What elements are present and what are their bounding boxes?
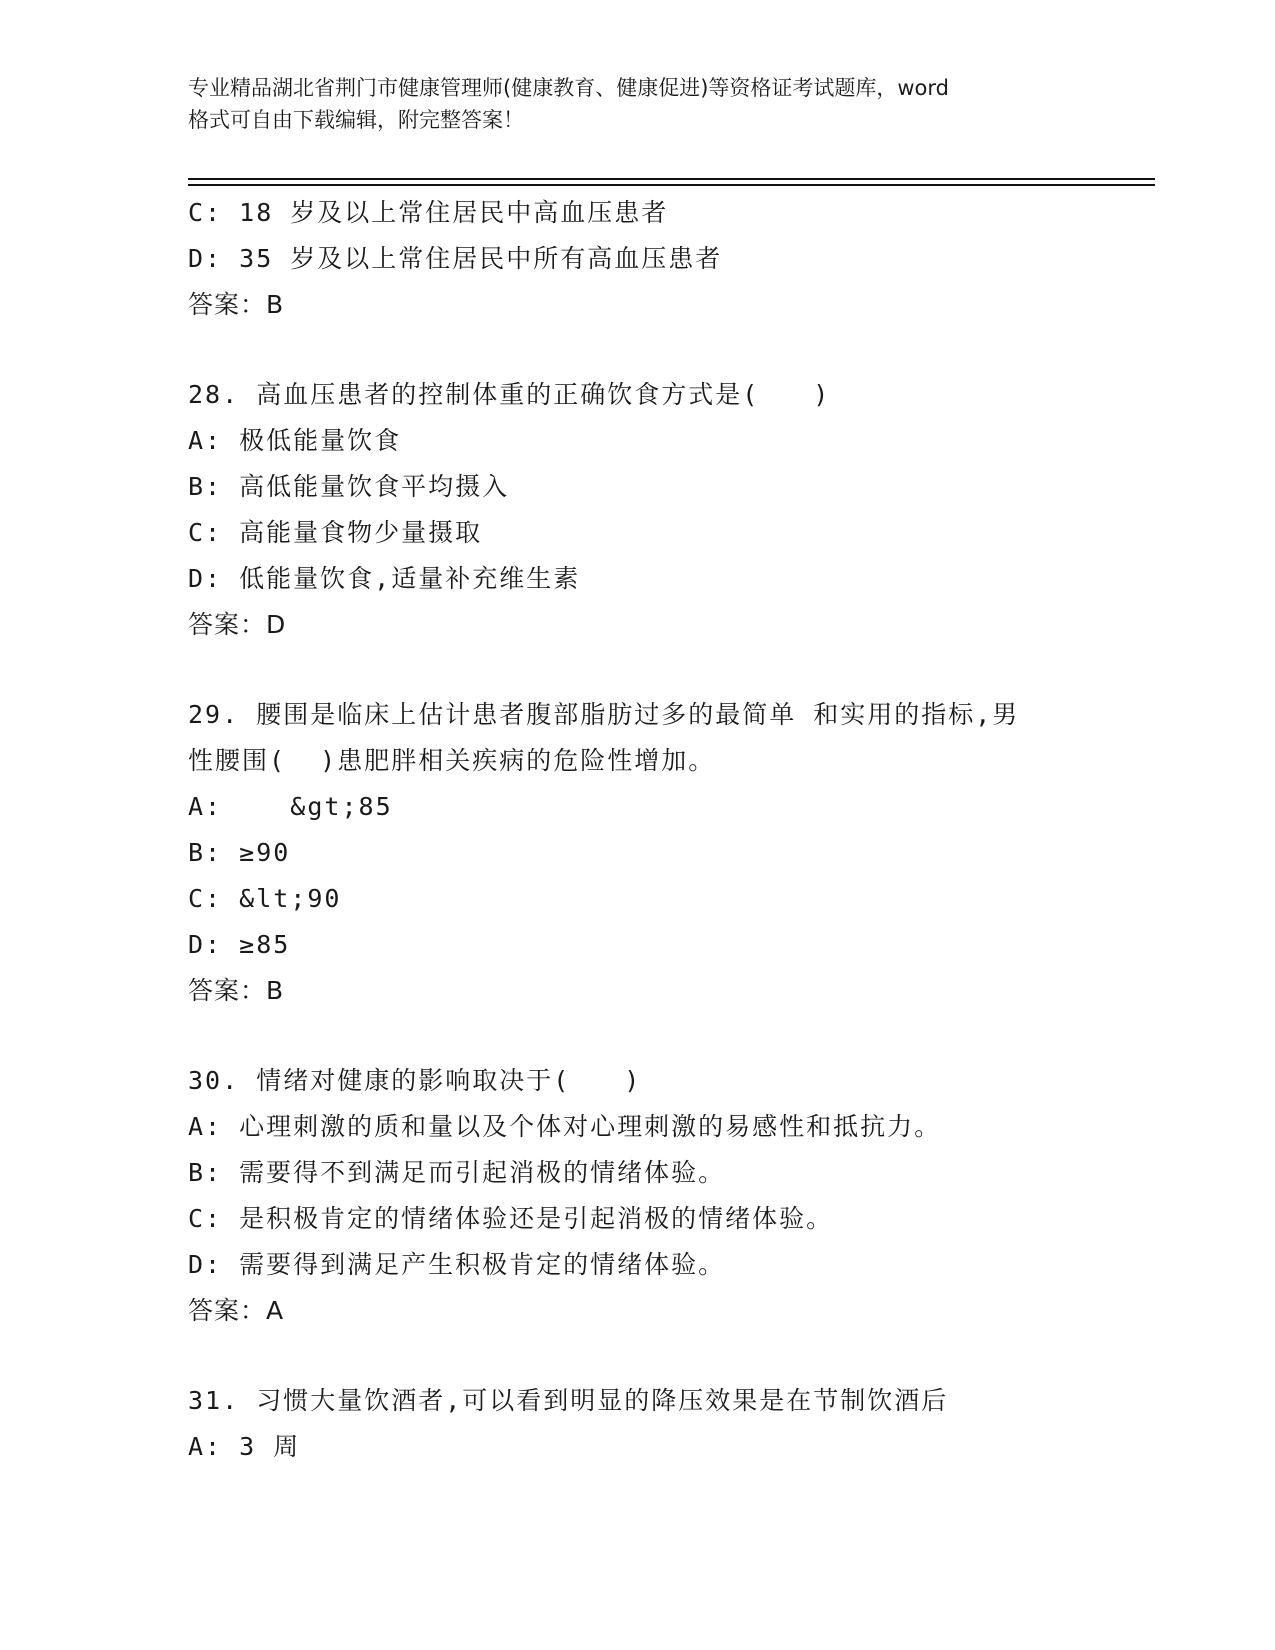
option-a: A: 心理刺激的质和量以及个体对心理刺激的易感性和抵抗力。 — [188, 1112, 942, 1141]
option-c: C: 18 岁及以上常住居民中高血压患者 — [188, 198, 669, 227]
question-28 — [188, 372, 1148, 648]
option-b: B: ≥90 — [188, 838, 291, 867]
question-29 — [188, 692, 1148, 1014]
option-c: C: 是积极肯定的情绪体验还是引起消极的情绪体验。 — [188, 1204, 834, 1233]
option-a: A: 极低能量饮食 — [188, 426, 402, 455]
option-a: A: 3 周 — [188, 1432, 301, 1461]
header-line-2: 格式可自由下载编辑，附完整答案！ — [188, 108, 524, 132]
answer: 答案：D — [188, 610, 287, 639]
question-title: 30. 情绪对健康的影响取决于( ) — [188, 1066, 642, 1095]
spacer — [188, 1014, 1148, 1058]
answer: 答案：B — [188, 976, 285, 1005]
spacer — [188, 648, 1148, 692]
answer: 答案：B — [188, 290, 285, 319]
answer: 答案：A — [188, 1296, 285, 1325]
question-27-tail — [188, 190, 1148, 328]
document-header — [188, 72, 1108, 136]
header-divider-top — [188, 178, 1155, 180]
option-d: D: 低能量饮食,适量补充维生素 — [188, 564, 581, 593]
question-title-line-2: 性腰围( )患肥胖相关疾病的危险性增加。 — [188, 746, 716, 775]
option-c: C: &lt;90 — [188, 884, 342, 913]
option-d: D: 需要得到满足产生积极肯定的情绪体验。 — [188, 1250, 726, 1279]
question-title: 28. 高血压患者的控制体重的正确饮食方式是( ) — [188, 380, 831, 409]
question-title: 31. 习惯大量饮酒者,可以看到明显的降压效果是在节制饮酒后 — [188, 1386, 949, 1415]
option-d: D: 35 岁及以上常住居民中所有高血压患者 — [188, 244, 723, 273]
option-a: A: &gt;85 — [188, 792, 393, 821]
header-divider-bottom — [188, 184, 1155, 186]
spacer — [188, 328, 1148, 372]
question-list — [188, 190, 1148, 1470]
question-31 — [188, 1378, 1148, 1470]
question-title-line-1: 29. 腰围是临床上估计患者腹部脂肪过多的最简单 和实用的指标,男 — [188, 700, 1020, 729]
option-b: B: 高低能量饮食平均摄入 — [188, 472, 510, 501]
option-c: C: 高能量食物少量摄取 — [188, 518, 483, 547]
question-30 — [188, 1058, 1148, 1334]
option-d: D: ≥85 — [188, 930, 291, 959]
spacer — [188, 1334, 1148, 1378]
header-line-1: 专业精品湖北省荆门市健康管理师(健康教育、健康促进)等资格证考试题库，word — [188, 76, 950, 100]
option-b: B: 需要得不到满足而引起消极的情绪体验。 — [188, 1158, 726, 1187]
